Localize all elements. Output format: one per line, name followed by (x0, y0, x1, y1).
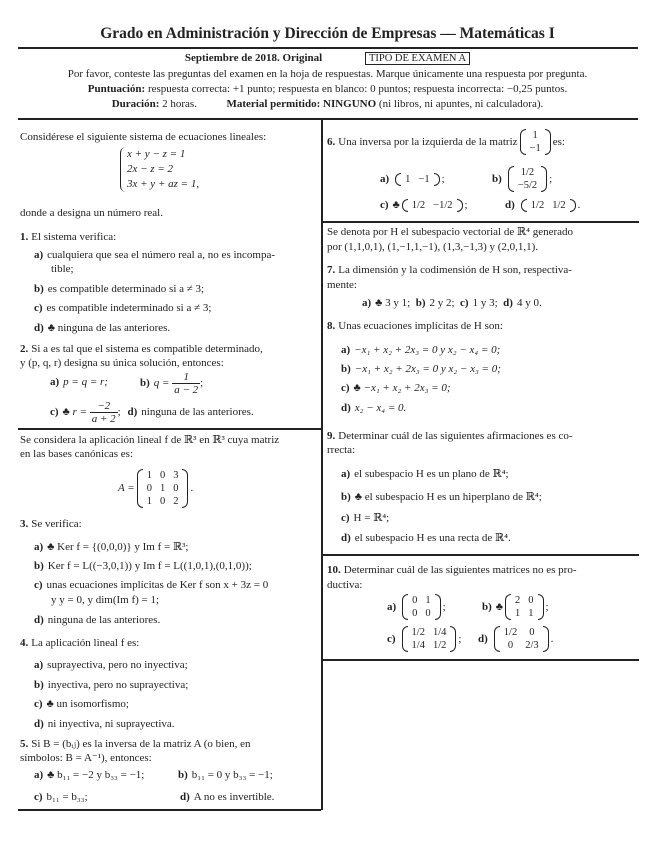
matrix-entry: 1 (425, 595, 431, 607)
q5-option-a[interactable] (34, 769, 144, 782)
text: a − 2 (174, 383, 199, 396)
text: b) (178, 769, 188, 781)
text: ♣ Ker f = {(0,0,0)} y Im f = ℝ³; (47, 541, 189, 553)
system-note: donde a designa un número real. (20, 207, 163, 219)
q9-option-c[interactable] (341, 512, 389, 525)
text: ; (549, 173, 553, 185)
equation-1: x + y − z = 1 (127, 148, 186, 160)
matrix-row (514, 166, 541, 179)
matrix-entry: 2/3 (525, 640, 539, 652)
text: es compatible indeterminado si a ≠ 3; (46, 302, 212, 314)
q7-option-a[interactable] (362, 297, 410, 309)
text: b) (140, 377, 150, 389)
text: c) (34, 579, 43, 591)
text: a) (380, 173, 390, 185)
matrix-entry: 1 (528, 608, 534, 620)
text: 4 y 0. (516, 297, 542, 309)
duration-text: 2 horas. (162, 98, 197, 110)
text: ; (441, 173, 445, 185)
text: ♣ (495, 601, 503, 613)
text: 2 y 2; (429, 297, 455, 309)
matrix-row (527, 199, 570, 212)
matrix-entry: −5/2 (517, 180, 538, 192)
q1-option-a[interactable] (34, 249, 275, 262)
text: Si a es tal que el sistema es compatible determinado, (31, 343, 263, 355)
equation-system (120, 147, 199, 192)
text: d) (505, 199, 515, 211)
text: 3. (20, 518, 29, 530)
text: 8. (327, 320, 336, 332)
text: a) (362, 297, 372, 309)
matrix-entry: 1 (146, 495, 152, 507)
matrix-row (526, 142, 545, 155)
text: A = (118, 482, 135, 494)
subspace-intro: Se denota por H el subespacio vectorial de ℝ⁴ generado (327, 226, 574, 238)
exam-title: Grado en Administración y Dirección de Empresas — Matemáticas I (100, 25, 555, 42)
text: ♣ b₁₁ = −2 y b₃₃ = −1; (47, 769, 145, 781)
equation-3: 3x + y + az = 1, (127, 178, 200, 190)
q2-option-a[interactable] (50, 376, 108, 389)
matrix-entry: 0 (159, 495, 166, 507)
text: es compatible determinado si a ≠ 3; (47, 283, 205, 295)
question-1 (20, 231, 116, 244)
q4-option-c[interactable] (34, 698, 129, 711)
row-matrix (402, 199, 463, 212)
matrix-entry: 1/2 (411, 199, 426, 211)
matrix-entries (526, 129, 545, 155)
text: Determinar cuál de las siguientes afirmaciones es co- (338, 430, 573, 442)
text: −2 (97, 399, 111, 412)
right-parenthesis (543, 626, 549, 652)
matrix-entry: 1 (146, 469, 152, 481)
instructions: Por favor, conteste las preguntas del examen en la hoja de respuestas. Marque únicamente una respuesta por pregunta. (67, 68, 588, 80)
text: c) (380, 199, 389, 211)
matrix-entry: 1/4 (432, 627, 447, 639)
matrix-row (143, 495, 183, 508)
equation-2: 2x − z = 2 (127, 163, 174, 175)
q5-option-c[interactable] (34, 791, 88, 804)
matrix-entries (514, 166, 541, 192)
text: 1 (183, 370, 189, 383)
matrix-entry: 1/2 (503, 627, 518, 639)
text: cualquiera que sea el número real a, no es incompa- (47, 249, 276, 261)
matrix-row (526, 129, 545, 142)
text: c) (34, 302, 43, 314)
matrix-entry: 0 (173, 482, 179, 494)
text: ninguna de las anteriores. (47, 614, 161, 626)
duration-material (0, 98, 655, 111)
text: ♣ el subespacio H es un hiperplano de ℝ⁴; (354, 491, 542, 503)
column-matrix (508, 166, 547, 192)
q10-option-a[interactable] (387, 592, 446, 622)
text: a + 2 (91, 412, 116, 425)
text: H = ℝ⁴; (353, 512, 390, 524)
text: ni inyectiva, ni suprayectiva. (47, 718, 175, 730)
matrix-row (408, 594, 435, 607)
question-7 (327, 264, 572, 277)
matrix-entry: 2 (173, 495, 179, 507)
matrix-A (137, 469, 189, 508)
text: ; (117, 406, 121, 418)
matrix-entry: 0 (159, 469, 166, 481)
section-rule (18, 428, 321, 430)
text: d) (503, 297, 513, 309)
matrix-entry: 1/4 (411, 640, 425, 652)
section-rule (323, 554, 639, 556)
matrix-entry: 0 (507, 640, 514, 652)
q2-option-d[interactable]: ninguna de las anteriores. (141, 406, 254, 418)
text: Ker f = L((−3,0,1)) y Im f = L((1,0,1),(0,1,0)); (47, 560, 252, 572)
matrix-entry: 1/2 (432, 640, 447, 652)
section-rule (323, 659, 639, 661)
text: a) (34, 249, 44, 261)
linear-map-intro: Se considera la aplicación lineal f de ℝ³ en ℝ³ cuya matriz (20, 434, 280, 446)
text: −x₁ + x₂ + 2x₃ = 0 y x₂ − x₄ = 0; (354, 344, 501, 356)
question-7-cont: mente: (327, 279, 357, 291)
text: ♣ ninguna de las anteriores. (47, 322, 171, 334)
matrix-entry: 1/2 (520, 167, 535, 179)
duration-label: Duración: (111, 98, 160, 110)
question-5 (20, 738, 251, 751)
q5-option-b[interactable] (178, 769, 273, 782)
question-10 (327, 564, 577, 577)
header-rule-bottom (18, 118, 638, 120)
matrix-entry: 1 (159, 482, 166, 494)
q7-option-b[interactable] (416, 297, 455, 309)
right-parenthesis (450, 626, 456, 652)
q1-option-d[interactable] (34, 322, 170, 335)
right-parenthesis (570, 199, 576, 212)
column-divider (321, 120, 323, 810)
matrix-row (401, 173, 433, 186)
text: q = (153, 377, 170, 389)
matrix-entry: 1/2 (411, 627, 425, 639)
q6-option-a[interactable] (380, 165, 445, 193)
matrix-row (408, 626, 451, 639)
text: b) (482, 601, 492, 613)
matrix-entries (401, 173, 433, 186)
q3-option-d[interactable] (34, 614, 160, 627)
system-intro: Considérese el siguiente sistema de ecuaciones lineales: (20, 131, 267, 143)
matrix-entries (143, 469, 183, 508)
row-matrix (521, 199, 576, 212)
matrix (402, 594, 441, 620)
text: a) (50, 376, 60, 388)
text: b) (492, 173, 502, 185)
text: a) (341, 344, 351, 356)
text: d) (34, 322, 44, 334)
matrix-entry: 1 (532, 130, 538, 142)
q7-option-d[interactable] (503, 297, 542, 309)
text: x₂ − x₄ = 0. (354, 402, 407, 414)
right-parenthesis (182, 469, 188, 508)
text: el subespacio H es un plano de ℝ⁴; (354, 468, 509, 480)
text: 4. (20, 637, 29, 649)
matrix-row (511, 607, 538, 620)
question-10-cont: ductiva: (327, 579, 363, 591)
text: 10. (327, 564, 341, 576)
text: b) (34, 283, 44, 295)
text: ♣ r = (62, 406, 87, 418)
q5-option-d[interactable] (180, 791, 274, 804)
text: ♣ −x₁ + x₂ + 2x₃ = 0; (353, 382, 451, 394)
text: La dimensión y la codimensión de H son, respectiva- (338, 264, 572, 276)
text: 7. (327, 264, 336, 276)
text: La aplicación lineal f es: (31, 637, 140, 649)
matrix-row (408, 639, 451, 652)
question-2-cont: y (p, q, r) designa su única solución, entonces: (20, 357, 224, 369)
text: ; (442, 601, 446, 613)
text: el subespacio H es una recta de ℝ⁴. (354, 532, 511, 544)
text: c) (341, 512, 350, 524)
text: . (550, 633, 554, 645)
text: b) (34, 560, 44, 572)
scoring-label: Puntuación: (87, 83, 146, 95)
text: c) (34, 698, 43, 710)
q10-option-c[interactable] (387, 624, 461, 654)
text: b) (341, 363, 351, 375)
text: c) (341, 382, 350, 394)
text: unas ecuaciones implícitas de Ker f son x + 3z = 0 (46, 579, 269, 591)
exam-info (0, 52, 655, 65)
text: c) (460, 297, 469, 309)
matrix-entry: −1 (418, 173, 430, 185)
exam-date: Septiembre de 2018. Original (184, 52, 323, 64)
text: b) (341, 491, 351, 503)
right-parenthesis (457, 199, 463, 212)
text: 1. (20, 231, 29, 243)
text: d) (34, 614, 44, 626)
matrix-entry: 0 (529, 627, 535, 639)
matrix-entry: 0 (412, 608, 418, 620)
matrix (494, 626, 549, 652)
matrix (402, 626, 457, 652)
matrix-entries (511, 594, 538, 620)
matrix-A-block: A = 1 0 3 0 1 0 1 0 2 . (118, 469, 194, 507)
text: ♣ (392, 199, 400, 211)
matrix-entry: 0 (425, 608, 431, 620)
text: 9. (327, 430, 336, 442)
q4-option-b[interactable] (34, 679, 188, 692)
text: d) (180, 791, 190, 803)
text: 5. (20, 738, 29, 750)
question-5-cont: símbolos: B = A⁻¹), entonces: (20, 752, 152, 764)
matrix-entries (408, 199, 457, 212)
text: Se verifica: (31, 518, 82, 530)
text: b₁₁ = 0 y b₃₃ = −1; (191, 769, 273, 781)
matrix-entry: 1 (515, 608, 521, 620)
fraction (172, 371, 200, 396)
question-9-cont: rrecta: (327, 444, 356, 456)
fraction (90, 400, 118, 425)
right-parenthesis (434, 173, 440, 186)
text: d) (341, 532, 351, 544)
text: ♣ 3 y 1; (375, 297, 411, 309)
text: inyectiva, pero no suprayectiva; (47, 679, 189, 691)
matrix-entry: 1 (405, 173, 411, 185)
q3-option-c-cont: y y = 0, y dim(Im f) = 1; (51, 594, 160, 606)
q7-option-c[interactable] (460, 297, 498, 309)
material-note: (ni libros, ni apuntes, ni calculadora). (378, 98, 544, 110)
question-4 (20, 637, 139, 650)
text: ; (200, 377, 204, 389)
q1-option-b[interactable] (34, 283, 204, 296)
q9-option-d[interactable] (341, 532, 511, 545)
matrix-entries (408, 626, 451, 652)
q8-option-c[interactable] (341, 382, 451, 395)
section-rule (18, 809, 321, 811)
linear-map-intro-cont: en las bases canónicas es: (20, 448, 134, 460)
text: . (577, 199, 581, 211)
row-matrix (395, 173, 439, 186)
matrix-entry: 1/2 (552, 199, 566, 211)
q9-option-b[interactable] (341, 491, 542, 504)
text: El sistema verifica: (31, 231, 117, 243)
matrix-row (500, 626, 543, 639)
matrix-row (143, 469, 183, 482)
section-rule (323, 221, 639, 223)
text: 6. (327, 136, 336, 148)
q2-option-d-label: d) (127, 406, 138, 418)
question-9 (327, 430, 573, 443)
q3-option-c[interactable] (34, 579, 268, 592)
text: Si B = (bᵢⱼ) es la inversa de la matriz A (o bien, en (31, 738, 251, 750)
q8-option-d[interactable] (341, 402, 406, 415)
matrix-row (408, 607, 435, 620)
question-6 (327, 128, 565, 156)
q3-option-b[interactable] (34, 560, 252, 573)
column-matrix (520, 129, 551, 155)
text: d) (34, 718, 44, 730)
q4-option-a[interactable] (34, 659, 188, 672)
scoring (0, 83, 655, 96)
matrix-entry: 1/2 (530, 199, 545, 211)
matrix-entry: 0 (146, 482, 152, 494)
subspace-intro-cont: por (1,1,0,1), (1,−1,1,−1), (1,3,−1,3) y (2,0,1,1). (327, 241, 539, 253)
text: b₁₁ = b₃₃; (46, 791, 88, 803)
matrix-entry: 0 (528, 595, 534, 607)
material-value: NINGUNO (323, 98, 377, 110)
text: a) (34, 769, 44, 781)
text: c) (50, 406, 59, 418)
text: a) (387, 601, 397, 613)
q3-option-a[interactable] (34, 541, 188, 554)
q2-option-c[interactable] (50, 399, 254, 425)
text: a) (341, 468, 351, 480)
text: a) (34, 541, 44, 553)
q1-option-a-cont: tible; (51, 263, 74, 275)
matrix-row (500, 639, 543, 652)
text: ♣ un isomorfismo; (46, 698, 129, 710)
matrix (505, 594, 544, 620)
text: ; (464, 199, 468, 211)
q6-option-c[interactable] (380, 194, 468, 216)
q6-option-d[interactable] (505, 194, 580, 216)
text: b) (415, 297, 426, 309)
q6-option-b[interactable] (492, 165, 552, 193)
text: Determinar cuál de las siguientes matrices no es pro- (343, 564, 577, 576)
q7-options (362, 297, 542, 310)
q1-option-c[interactable] (34, 302, 211, 315)
matrix-entries (527, 199, 570, 212)
text: a) (34, 659, 44, 671)
text: d) (341, 402, 351, 414)
matrix-entry: 3 (173, 469, 179, 481)
right-parenthesis (541, 166, 547, 192)
q2-option-b[interactable] (140, 370, 203, 396)
text: ; (545, 601, 549, 613)
text: b) (34, 679, 44, 691)
q8-option-b[interactable] (341, 363, 501, 376)
header-rule (18, 47, 638, 49)
q9-option-a[interactable] (341, 468, 509, 481)
text: Unas ecuaciones implícitas de H son: (338, 320, 503, 332)
scoring-text: respuesta correcta: +1 punto; respuesta en blanco: 0 puntos; respuesta incorrecta: −0,25 puntos. (147, 83, 568, 95)
question-2 (20, 343, 263, 356)
matrix-entries (408, 594, 435, 620)
matrix-entry: 2 (515, 595, 521, 607)
q10-option-d[interactable] (478, 624, 553, 654)
text: suprayectiva, pero no inyectiva; (47, 659, 188, 671)
text: p = q = r; (63, 376, 108, 388)
text: 2. (20, 343, 29, 355)
matrix-row (514, 179, 541, 192)
matrix-entry: −1/2 (433, 199, 453, 211)
right-parenthesis (538, 594, 544, 620)
matrix-entry: 0 (412, 595, 418, 607)
text: 1 y 3; (472, 297, 498, 309)
text: c) (34, 791, 43, 803)
matrix-row (143, 482, 183, 495)
text: es: (552, 136, 565, 148)
matrix-entry: −1 (529, 143, 541, 155)
text: A no es invertible. (193, 791, 275, 803)
q4-option-d[interactable] (34, 718, 175, 731)
matrix-entries (500, 626, 543, 652)
question-8 (327, 320, 503, 333)
text: d) (478, 633, 488, 645)
text: c) (387, 633, 396, 645)
q8-option-a[interactable] (341, 344, 500, 357)
text: Una inversa por la izquierda de la matriz (338, 136, 518, 148)
matrix-row (408, 199, 457, 212)
material-label: Material permitido: (226, 98, 321, 110)
text: −x₁ + x₂ + 2x₃ = 0 y x₂ − x₃ = 0; (354, 363, 501, 375)
question-3 (20, 518, 82, 531)
text: ; (458, 633, 462, 645)
right-parenthesis (435, 594, 441, 620)
matrix-row (511, 594, 538, 607)
q10-option-b[interactable] (482, 592, 549, 622)
right-parenthesis (545, 129, 551, 155)
exam-type-box: TIPO DE EXAMEN A (365, 52, 470, 65)
